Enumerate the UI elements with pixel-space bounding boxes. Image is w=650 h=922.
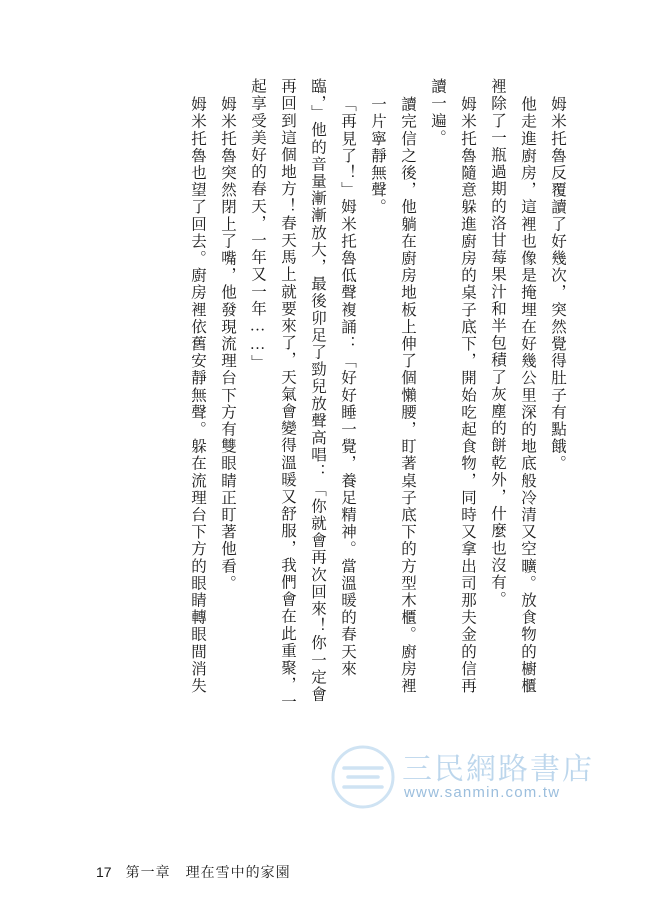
text-column: 姆米托魯也望了回去。廚房裡依舊安靜無聲。躲在流理台下方的眼睛轉眼間消失 <box>189 96 206 695</box>
text-column: 讀完信之後，他躺在廚房地板上伸了個懶腰，盯著桌子底下的方型木櫃。廚房裡 <box>399 96 416 695</box>
vertical-text-body <box>88 78 572 778</box>
text-column: 姆米托魯突然閉上了嘴，他發現流理台下方有雙眼睛正盯著他看。 <box>219 96 236 592</box>
chapter-title: 第一章 理在雪中的家園 <box>125 866 291 881</box>
watermark-url: www.sanmin.com.tw <box>404 784 561 801</box>
page-footer <box>96 862 291 882</box>
text-column: 臨，」他的音量漸漸放大，最後卯足了勁兒放聲高唱：「你就會再次回來！你一定會 <box>309 78 326 703</box>
text-column: 姆米托魯隨意躲進廚房的桌子底下，開始吃起食物，同時又拿出司那夫金的信再 <box>459 96 476 695</box>
text-column: 再回到這個地方！春天馬上就要來了，天氣會變得溫暖又舒服，我們會在此重聚，一 <box>279 78 296 711</box>
text-column: 姆米托魯反覆讀了好幾次，突然覺得肚子有點餓。 <box>549 96 566 473</box>
page-number: 17 <box>96 864 112 880</box>
text-column: 「再見了！」姆米托魯低聲複誦：「好好睡一覺，養足精神。當溫暖的春天來 <box>339 96 356 678</box>
watermark-title: 三民網路書店 <box>402 753 594 786</box>
text-column: 他走進廚房，這裡也像是掩埋在好幾公里深的地底般冷清又空曠。放食物的櫥櫃 <box>519 96 536 695</box>
text-column: 裡除了一瓶過期的洛甘莓果汁和半包積了灰塵的餅乾外，什麼也沒有。 <box>489 78 506 609</box>
text-column: 讀一遍。 <box>429 78 446 147</box>
text-column: 起享受美好的春天，一年又一年……」 <box>249 78 266 372</box>
text-column: 一片寧靜無聲。 <box>369 96 386 216</box>
